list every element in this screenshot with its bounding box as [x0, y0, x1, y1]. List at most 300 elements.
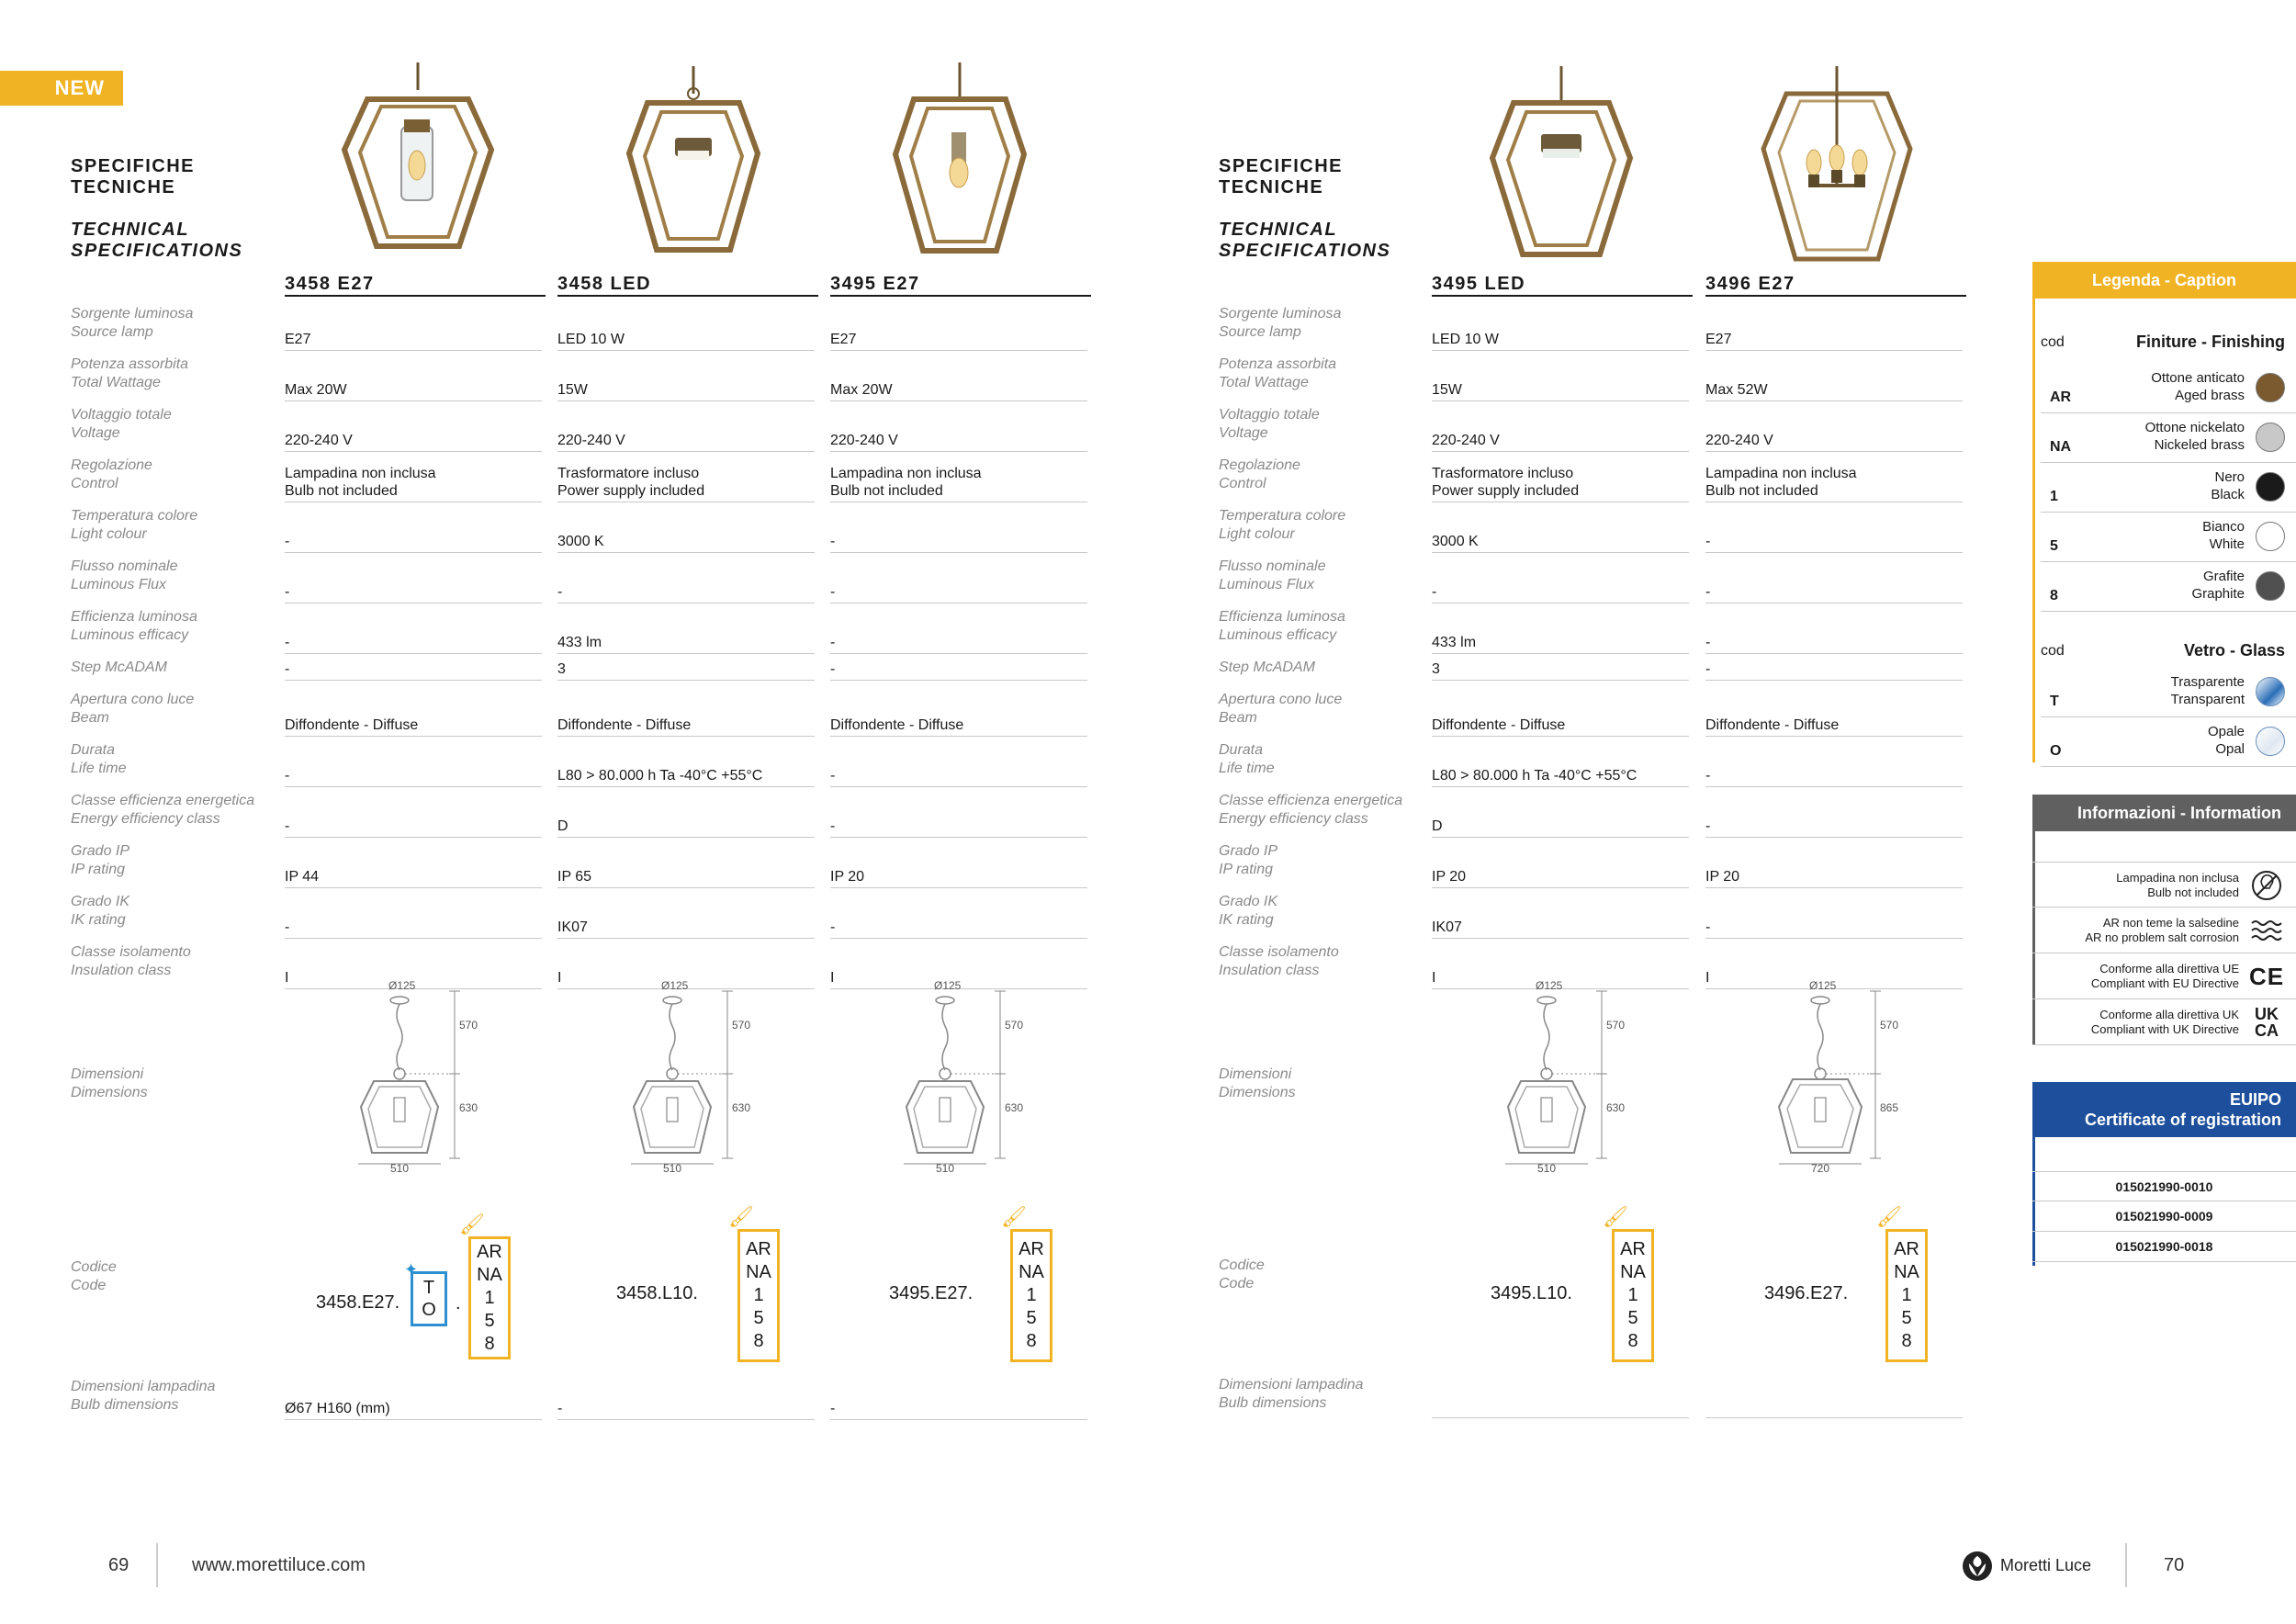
- dimensions-label-right: Dimensioni Dimensions: [1219, 1066, 1296, 1100]
- paint-brush-icon: 🖌: [1876, 1205, 1902, 1228]
- finish-legend-NA: [2041, 413, 2296, 463]
- spec-cell: [1432, 507, 1689, 553]
- paint-brush-icon: 🖌: [1001, 1205, 1027, 1228]
- lamp-3458-led-image: [625, 66, 762, 259]
- spec-cell-text: L80 > 80.000 h Ta -40°C +55°C: [1432, 768, 1638, 784]
- spec-cell-text: IP 20: [1432, 869, 1467, 885]
- dimension-chain-length: 570: [1005, 1019, 1024, 1032]
- bulb-dimension-value: Ø67 H160 (mm): [285, 1401, 390, 1416]
- spec-cell: [830, 305, 1087, 351]
- spec-cell: [557, 893, 815, 939]
- spec-cell: [830, 457, 1087, 502]
- spec-cell-text: Bulb not included: [830, 483, 943, 499]
- spec-cell-text: -: [830, 661, 836, 677]
- spec-cell-text: -: [285, 534, 290, 549]
- bulb-dimension-cell: [557, 1387, 815, 1420]
- glass-name: Trasparente Transparent: [2170, 674, 2245, 707]
- info-header: Informazioni - Information: [2032, 795, 2296, 831]
- spec-row-label: Apertura cono luce Beam: [71, 692, 195, 726]
- lamp-3496-e27-image: [1759, 66, 1915, 268]
- spec-cell-text: -: [285, 818, 290, 834]
- spec-cell-text: IP 65: [557, 869, 592, 885]
- bulb-dimension-value: -: [830, 1401, 836, 1416]
- spec-row-label: Step McADAM: [1219, 660, 1315, 675]
- spec-cell: [557, 792, 815, 838]
- spec-cell-text: -: [285, 584, 290, 600]
- finish-options-box: [468, 1236, 511, 1359]
- legend-accent-bar: [2032, 299, 2035, 762]
- finish-swatch: [2256, 472, 2285, 502]
- lamp-3495-e27-image: [891, 62, 1029, 255]
- spec-cell-text: -: [830, 584, 836, 600]
- finish-legend-8: [2041, 562, 2296, 612]
- spec-row-label: Grado IP IP rating: [71, 843, 130, 877]
- dimension-diameter: Ø125: [1536, 979, 1563, 992]
- spec-row-label: Classe efficienza energetica Energy efficiency class: [71, 793, 255, 827]
- spec-cell: [285, 507, 542, 553]
- glass-header: cod Vetro - Glass: [2041, 641, 2285, 660]
- finish-name: Bianco White: [2202, 519, 2245, 552]
- spec-cell-text: -: [1705, 584, 1711, 600]
- info-item-0: [2032, 862, 2296, 908]
- bulb-dimensions-label: Dimensioni lampadina Bulb dimensions: [71, 1379, 216, 1413]
- glass-option: T: [422, 1278, 435, 1298]
- spec-cell-text: -: [830, 768, 836, 784]
- spec-cell-text: Diffondente - Diffuse: [1432, 717, 1566, 733]
- spec-cell-text: -: [1432, 584, 1437, 600]
- spec-cell: [830, 691, 1087, 737]
- new-badge: NEW: [0, 71, 123, 106]
- spec-cell: [285, 305, 542, 351]
- spec-cell: [1705, 558, 1963, 603]
- code-separator-dot: .: [456, 1293, 461, 1314]
- finish-option: 8: [484, 1333, 495, 1354]
- glass-code: O: [2050, 743, 2062, 759]
- finish-option: AR: [477, 1241, 502, 1262]
- spec-row-label: Step McADAM: [71, 660, 167, 675]
- dimension-body-height: 630: [1606, 1101, 1626, 1114]
- finish-swatch: [2256, 571, 2285, 601]
- finish-option: AR: [1019, 1239, 1044, 1259]
- dimension-body-height: 865: [1880, 1101, 1899, 1114]
- spec-cell-text: Diffondente - Diffuse: [830, 717, 964, 733]
- spec-row-label: Voltaggio totale Voltage: [1219, 407, 1320, 441]
- spec-row-label: Durata Life time: [1219, 742, 1275, 776]
- finish-legend-1: [2041, 463, 2296, 513]
- bulb-dimension-cell: [1432, 1385, 1689, 1418]
- spec-cell: [557, 657, 815, 681]
- finish-options-box: [1010, 1229, 1052, 1362]
- spec-cell-text: Bulb not included: [1705, 483, 1818, 499]
- finish-options-box: [1885, 1229, 1928, 1362]
- spec-cell-text: -: [285, 768, 290, 784]
- spec-cell-text: LED 10 W: [1432, 332, 1499, 347]
- spec-cell: [1432, 305, 1689, 351]
- dimension-drawing: [354, 978, 510, 1171]
- spec-cell-text: 15W: [557, 382, 588, 398]
- spec-title-it-right: SPECIFICHE TECNICHE: [1219, 156, 1344, 197]
- spec-row-label: Durata Life time: [71, 742, 127, 776]
- info-text: Conforme alla direttiva UK Compliant with UK Directive: [2090, 1008, 2239, 1036]
- spec-cell-text: I: [557, 970, 562, 986]
- glass-swatch: [2256, 727, 2285, 756]
- spec-row-label: Temperatura colore Light colour: [71, 508, 198, 542]
- finish-option: 5: [1627, 1308, 1638, 1328]
- spec-cell: [1432, 842, 1689, 888]
- glass-option: O: [422, 1300, 436, 1320]
- moretti-luce-logo-icon: [1962, 1551, 1993, 1582]
- glass-legend-O: [2041, 717, 2296, 767]
- dimension-body-width: 720: [1811, 1162, 1830, 1175]
- paint-brush-icon: 🖌: [728, 1205, 754, 1228]
- spec-cell: [830, 741, 1087, 787]
- spec-cell: [1705, 355, 1963, 401]
- spec-cell-text: E27: [285, 332, 311, 347]
- finish-option: 8: [1901, 1331, 1912, 1351]
- spec-row-label: Classe isolamento Insulation class: [1219, 944, 1339, 978]
- spec-cell: [557, 608, 815, 654]
- legend-header: Legenda - Caption: [2032, 262, 2296, 299]
- spec-cell: [1432, 691, 1689, 737]
- spec-cell-text: L80 > 80.000 h Ta -40°C +55°C: [557, 768, 763, 784]
- spec-cell: [1432, 457, 1689, 502]
- finish-option: NA: [1019, 1262, 1044, 1282]
- finish-code: NA: [2050, 439, 2072, 455]
- spec-cell: [830, 355, 1087, 401]
- spec-cell-text: 3000 K: [1432, 534, 1479, 549]
- spec-cell: [285, 608, 542, 654]
- spec-row-label: Sorgente luminosa Source lamp: [71, 306, 194, 340]
- spec-cell-text: Diffondente - Diffuse: [1705, 717, 1840, 733]
- finish-legend-5: [2041, 513, 2296, 562]
- spec-cell-text: -: [285, 635, 290, 650]
- spec-cell: [285, 691, 542, 737]
- dimension-chain-length: 570: [459, 1019, 478, 1032]
- finish-name: Nero Black: [2211, 469, 2245, 502]
- finish-option: AR: [1620, 1239, 1646, 1259]
- spec-cell: [285, 792, 542, 838]
- info-text: Conforme alla direttiva UE Compliant with EU Directive: [2090, 962, 2239, 990]
- finish-name: Ottone anticato Aged brass: [2151, 370, 2245, 403]
- spec-cell-text: -: [1705, 768, 1711, 784]
- spec-cell-text: Lampadina non inclusa: [830, 466, 982, 481]
- column-header-c3: 3495 E27: [830, 274, 920, 294]
- spec-cell-text: Bulb not included: [285, 483, 398, 499]
- spec-cell: [1705, 507, 1963, 553]
- spec-cell: [1432, 792, 1689, 838]
- spec-cell: [830, 842, 1087, 888]
- spec-cell-text: I: [1705, 970, 1710, 986]
- finish-options-box: [737, 1229, 780, 1362]
- dimensions-label: Dimensioni Dimensions: [71, 1066, 148, 1100]
- column-header-rule: [830, 295, 1091, 297]
- product-code: 3496.E27.: [1764, 1283, 1849, 1303]
- finish-option: 1: [1901, 1285, 1912, 1305]
- glass-swatch: [2256, 677, 2285, 706]
- finish-code: 5: [2050, 538, 2058, 554]
- finish-option: 5: [753, 1308, 764, 1328]
- column-header-rule: [285, 295, 546, 297]
- spec-cell: [285, 893, 542, 939]
- bulb-dimension-value: -: [557, 1401, 563, 1416]
- column-header-c1: 3458 E27: [285, 274, 375, 294]
- column-header-c5: 3496 E27: [1705, 274, 1795, 294]
- spec-cell-text: -: [830, 818, 836, 834]
- finish-option: 1: [484, 1287, 495, 1308]
- finish-code: AR: [2050, 389, 2072, 405]
- brand-name: Moretti Luce: [2000, 1556, 2092, 1574]
- spec-row-label: Potenza assorbita Total Wattage: [1219, 356, 1337, 390]
- dimension-body-width: 510: [663, 1162, 682, 1175]
- waves-icon: [2250, 915, 2283, 946]
- column-header-rule: [1705, 295, 1966, 297]
- finish-option: 1: [1627, 1285, 1638, 1305]
- spec-cell: [1432, 608, 1689, 654]
- finish-option: 5: [1901, 1308, 1912, 1328]
- column-header-rule: [1432, 295, 1693, 297]
- spec-cell-text: I: [285, 970, 289, 986]
- spec-cell: [1432, 558, 1689, 603]
- finish-option: 5: [484, 1310, 495, 1331]
- finish-code: 8: [2050, 588, 2058, 603]
- spec-cell-text: -: [285, 661, 290, 677]
- spec-cell-text: -: [557, 584, 563, 600]
- spec-cell: [285, 842, 542, 888]
- spec-cell-text: IK07: [1432, 919, 1462, 935]
- spec-row-label: Temperatura colore Light colour: [1219, 508, 1346, 542]
- lamp-3495-led-image: [1488, 66, 1635, 259]
- spec-cell-text: -: [1705, 635, 1711, 650]
- finish-swatch: [2256, 373, 2285, 402]
- paint-brush-icon: 🖌: [459, 1212, 485, 1235]
- finish-options-box: [1612, 1229, 1654, 1362]
- spec-cell: [1432, 741, 1689, 787]
- finish-option: 8: [753, 1331, 764, 1351]
- dimension-chain-length: 570: [1880, 1019, 1899, 1032]
- spec-title-en: TECHNICAL SPECIFICATIONS: [71, 220, 243, 261]
- footer-divider-left: [156, 1543, 158, 1587]
- no-bulb-icon: [2250, 870, 2283, 901]
- euipo-header: EUIPO Certificate of registration: [2032, 1082, 2296, 1137]
- column-header-rule: [557, 295, 818, 297]
- column-header-c4: 3495 LED: [1432, 274, 1526, 294]
- spec-cell-text: Lampadina non inclusa: [1705, 466, 1857, 481]
- dimension-drawing: [899, 978, 1055, 1171]
- product-code: 3495.L10.: [1491, 1283, 1572, 1303]
- certificate-number: 015021990-0010: [2032, 1171, 2296, 1201]
- spec-cell-text: -: [285, 919, 290, 935]
- spec-cell: [1705, 691, 1963, 737]
- sparkle-icon: ✦: [404, 1260, 419, 1279]
- spec-row-label: Classe efficienza energetica Energy efficiency class: [1219, 793, 1403, 827]
- page-number-right: 70: [2164, 1555, 2185, 1575]
- certificate-number: 015021990-0018: [2032, 1232, 2296, 1262]
- spec-cell-text: -: [830, 534, 836, 549]
- glass-name: Opale Opal: [2207, 724, 2245, 757]
- spec-title-it: SPECIFICHE TECNICHE: [71, 156, 196, 197]
- spec-cell: [285, 406, 542, 452]
- spec-cell-text: D: [557, 818, 568, 834]
- spec-row-label: Voltaggio totale Voltage: [71, 407, 172, 441]
- finish-option: NA: [1620, 1262, 1646, 1282]
- finish-legend-AR: [2041, 364, 2296, 413]
- spec-cell: [285, 355, 542, 401]
- spec-cell: [1705, 842, 1963, 888]
- spec-cell-text: -: [1705, 919, 1711, 935]
- spec-row-label: Sorgente luminosa Source lamp: [1219, 306, 1342, 340]
- website-link[interactable]: www.morettiluce.com: [192, 1555, 366, 1575]
- bulb-dimension-cell: [830, 1387, 1087, 1420]
- finish-swatch: [2256, 522, 2285, 551]
- spec-cell-text: -: [1705, 534, 1711, 549]
- spec-row-label: Regolazione Control: [1219, 457, 1300, 491]
- spec-cell: [285, 457, 542, 502]
- ukca-mark-icon: UK CA: [2255, 1005, 2279, 1040]
- dimension-chain-length: 570: [1606, 1019, 1626, 1032]
- dimension-diameter: Ø125: [661, 979, 689, 992]
- bulb-dimensions-label-right: Dimensioni lampadina Bulb dimensions: [1219, 1377, 1364, 1411]
- spec-cell-text: IP 20: [830, 869, 865, 885]
- spec-cell-text: 433 lm: [1432, 635, 1477, 650]
- finish-option: NA: [1894, 1262, 1919, 1282]
- spec-cell-text: Power supply included: [1432, 483, 1580, 499]
- spec-cell-text: -: [830, 635, 836, 650]
- finish-swatch: [2256, 423, 2285, 452]
- spec-cell: [1432, 355, 1689, 401]
- spec-cell: [1432, 406, 1689, 452]
- spec-row-label: Grado IK IK rating: [1219, 894, 1278, 928]
- spec-cell-text: 220-240 V: [1705, 433, 1773, 448]
- spec-row-label: Regolazione Control: [71, 457, 152, 491]
- info-item-1: [2032, 908, 2296, 953]
- product-code: 3458.E27.: [316, 1292, 400, 1313]
- spec-cell: [830, 558, 1087, 603]
- spec-cell: [557, 355, 815, 401]
- spec-cell: [830, 507, 1087, 553]
- spec-cell-text: 220-240 V: [1432, 433, 1500, 448]
- dimension-body-height: 630: [1005, 1101, 1024, 1114]
- spec-cell: [285, 657, 542, 681]
- dimension-diameter: Ø125: [1809, 979, 1837, 992]
- spec-cell-text: Trasformatore incluso: [1432, 466, 1574, 481]
- spec-cell-text: LED 10 W: [557, 332, 625, 347]
- spec-cell-text: Max 20W: [285, 382, 347, 398]
- spec-cell-text: Max 20W: [830, 382, 893, 398]
- dimension-drawing: [626, 978, 782, 1171]
- spec-cell: [557, 305, 815, 351]
- spec-cell: [830, 792, 1087, 838]
- spec-title-en-right: TECHNICAL SPECIFICATIONS: [1219, 220, 1391, 261]
- column-header-c2: 3458 LED: [557, 274, 652, 294]
- spec-cell-text: 3: [557, 661, 566, 677]
- spec-cell: [1432, 893, 1689, 939]
- spec-cell-text: 220-240 V: [557, 433, 625, 448]
- finish-name: Grafite Graphite: [2191, 569, 2245, 602]
- info-item-2: [2032, 953, 2296, 999]
- spec-cell-text: 220-240 V: [830, 433, 898, 448]
- spec-cell-text: I: [1432, 970, 1436, 986]
- page-number-left: 69: [108, 1555, 129, 1575]
- spec-cell-text: I: [830, 970, 835, 986]
- info-item-3: [2032, 999, 2296, 1045]
- spec-cell-text: E27: [830, 332, 857, 347]
- dimension-chain-length: 570: [732, 1019, 751, 1032]
- spec-cell-text: IK07: [557, 919, 588, 935]
- info-text: AR non teme la salsedine AR no problem salt corrosion: [2085, 916, 2239, 944]
- finishes-header: cod Finiture - Finishing: [2041, 333, 2285, 351]
- dimension-body-width: 510: [936, 1162, 955, 1175]
- spec-row-label: Potenza assorbita Total Wattage: [71, 356, 189, 390]
- spec-row-label: Efficienza luminosa Luminous efficacy: [71, 609, 197, 643]
- spec-row-label: Efficienza luminosa Luminous efficacy: [1219, 609, 1345, 643]
- glass-options-box: [411, 1271, 447, 1326]
- spec-cell: [1705, 741, 1963, 787]
- spec-cell: [1705, 893, 1963, 939]
- spec-cell: [557, 691, 815, 737]
- spec-cell: [1705, 792, 1963, 838]
- ce-mark-icon: CE: [2248, 962, 2285, 990]
- spec-cell: [557, 558, 815, 603]
- dimension-drawing: [1774, 978, 1930, 1171]
- spec-cell-text: IP 44: [285, 869, 320, 885]
- spec-cell-text: 433 lm: [557, 635, 602, 650]
- paint-brush-icon: 🖌: [1603, 1205, 1628, 1228]
- spec-cell-text: -: [1705, 818, 1711, 834]
- spec-cell-text: -: [1705, 661, 1711, 677]
- spec-cell-text: Power supply included: [557, 483, 705, 499]
- finish-option: 1: [1026, 1285, 1037, 1305]
- finish-option: AR: [746, 1239, 771, 1259]
- code-label-right: Codice Code: [1219, 1257, 1265, 1291]
- dimension-body-height: 630: [732, 1101, 751, 1114]
- spec-cell-text: 3: [1432, 661, 1440, 677]
- finish-code: 1: [2050, 489, 2058, 504]
- spec-cell-text: Diffondente - Diffuse: [285, 717, 419, 733]
- spec-cell-text: Trasformatore incluso: [557, 466, 700, 481]
- spec-cell-text: 15W: [1432, 382, 1462, 398]
- product-code: 3495.E27.: [889, 1283, 974, 1303]
- spec-cell: [1705, 608, 1963, 654]
- glass-legend-T: [2041, 668, 2296, 717]
- bulb-dimension-cell: [285, 1387, 542, 1420]
- spec-cell-text: IP 20: [1705, 869, 1740, 885]
- spec-row-label: Apertura cono luce Beam: [1219, 692, 1343, 726]
- spec-cell-text: E27: [1705, 332, 1732, 347]
- certificate-number: 015021990-0009: [2032, 1201, 2296, 1232]
- spec-cell: [285, 741, 542, 787]
- finish-option: AR: [1894, 1239, 1919, 1259]
- spec-cell-text: -: [830, 919, 836, 935]
- footer-divider-right: [2125, 1543, 2127, 1587]
- finish-option: NA: [746, 1262, 771, 1282]
- finish-option: 5: [1026, 1308, 1037, 1328]
- spec-row-label: Grado IK IK rating: [71, 894, 130, 928]
- dimension-body-width: 510: [1537, 1162, 1557, 1175]
- spec-cell: [557, 741, 815, 787]
- product-code: 3458.L10.: [616, 1283, 698, 1303]
- spec-cell-text: 220-240 V: [285, 433, 353, 448]
- bulb-dimension-cell: [1705, 1385, 1963, 1418]
- spec-cell: [1705, 657, 1963, 681]
- spec-cell: [557, 507, 815, 553]
- spec-cell: [830, 657, 1087, 681]
- spec-cell: [557, 457, 815, 502]
- spec-cell: [830, 406, 1087, 452]
- spec-cell: [830, 893, 1087, 939]
- dimension-body-height: 630: [459, 1101, 478, 1114]
- spec-cell-text: D: [1432, 818, 1443, 834]
- finish-name: Ottone nickelato Nickeled brass: [2144, 420, 2245, 453]
